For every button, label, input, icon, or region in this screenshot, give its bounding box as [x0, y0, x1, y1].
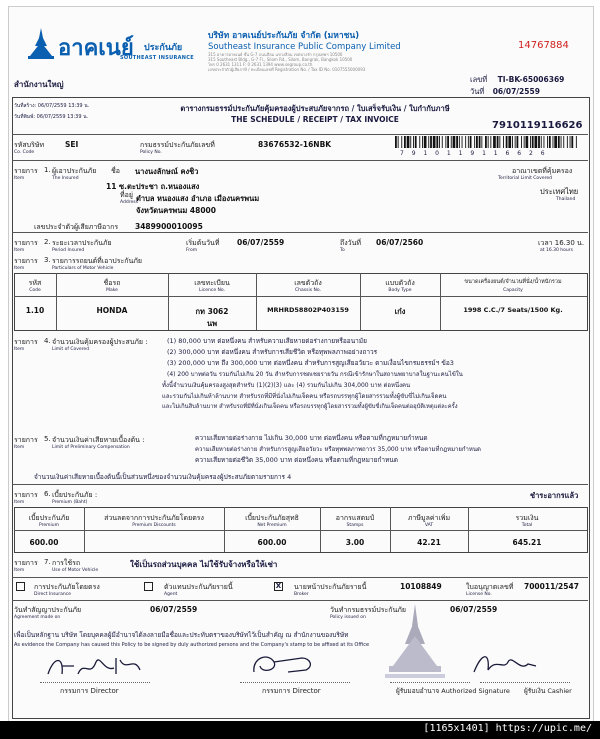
- barcode-digits: 7 9 1 0 1 1 9 1 1 6 6 2 6: [400, 150, 548, 157]
- vehicle-section-en: Particulars of Motor Vehicle: [52, 266, 114, 271]
- divider: [12, 484, 588, 485]
- issued-label-en: Policy issued on: [330, 615, 366, 620]
- authorized-label: ผู้รับมอบอำนาจ Authorized Signature: [396, 687, 510, 695]
- broker-code: 10108849: [400, 582, 442, 591]
- company-name-en: Southeast Insurance Public Company Limited: [208, 42, 401, 52]
- period-item-no: 2.: [44, 238, 51, 246]
- item-label: รายการ: [14, 239, 38, 247]
- territory-value: ประเทศไทย: [540, 187, 579, 196]
- company-info: [208, 28, 438, 72]
- from-date: 06/07/2559: [237, 238, 285, 247]
- premium-header-en: Stamps: [346, 523, 364, 528]
- issued-date: 06/07/2559: [450, 605, 498, 614]
- signature-line: [390, 682, 470, 683]
- stamp-paid-label: ชำระอากรแล้ว: [530, 491, 579, 500]
- item-label-en: Item: [14, 568, 25, 573]
- doc-date-value: 06/07/2559: [492, 87, 540, 96]
- insured-item-no: 1.: [44, 166, 51, 174]
- vehicle-header-en: Capacity: [503, 288, 523, 293]
- territory-label: อาณาเขตที่คุ้มครอง: [512, 167, 573, 175]
- limits-item-no: 4.: [44, 337, 51, 345]
- item-label-en: Item: [14, 500, 25, 505]
- vehicle-header: แบบตัวถัง: [385, 279, 415, 287]
- item-label-en: Item: [14, 176, 25, 181]
- insured-section: ผู้เอาประกันภัย: [52, 167, 97, 175]
- brand-thai-small: ประกันภัย: [144, 42, 183, 52]
- title-thai: ตารางกรมธรรม์ประกันภัยคุ้มครองผู้ประสบภัยจากรถ / ใบเสร็จรับเงิน / ใบกำกับภาษี: [180, 104, 450, 113]
- broker-label-en: Broker: [294, 592, 309, 597]
- limit-line: และไม่เกินสิบล้านบาท สำหรับรถที่มีที่นั่งเกินเจ็ดคน หรือรถบรรทุกผู้โดยสารรวมทั้งผู้ขับขี่เกินเจ็ดคนต่ออุบัติเหตุแต่ละครั้ง: [162, 404, 458, 410]
- vat-value: 42.21: [417, 538, 441, 547]
- vehicle-header: รหัส: [28, 279, 42, 287]
- address-line: 315 Southeast Bldg., G-7 Fl., Silom Rd., Silom, Bangrak, Bangkok 10500: [208, 57, 353, 62]
- stamps-value: 3.00: [345, 538, 365, 547]
- to-date: 06/07/2560: [376, 238, 424, 247]
- co-code-label: รหัสบริษัท: [14, 141, 45, 149]
- preliminary-note: จำนวนเงินค่าเสียหายเบื้องต้นนี้เป็นส่วนหนึ่งของจำนวนเงินคุ้มครองผู้ประสบภัยตามรายการ 4: [34, 473, 292, 481]
- vehicle-body: เก๋ง: [394, 307, 406, 316]
- vehicle-section: รายการรถยนต์ที่เอาประกันภัย: [52, 257, 142, 265]
- period-section: ระยะเวลาประกันภัย: [52, 239, 112, 247]
- cashier-signature-icon: [470, 650, 540, 678]
- agreement-label-en: Agreement made on: [14, 615, 61, 620]
- direct-label: การประกันภัยโดยตรง: [34, 583, 100, 591]
- preliminary-line: ความเสียหายต่อร่างกาย สำหรับการสูญเสียอวัยวะ หรือทุพพลภาพถาวร 35,000 บาท หรือตามที่กฎหมายกำหนด: [195, 446, 481, 453]
- licence-label-en: License No.: [466, 592, 492, 597]
- name-label: ชื่อ: [111, 167, 120, 175]
- policy-no-label-en: Policy No.: [140, 150, 162, 155]
- divider: [12, 577, 588, 578]
- premium-section-en: Premium (Baht): [52, 500, 88, 505]
- signature-line: [40, 682, 150, 683]
- upic-watermark-bar: [0, 721, 600, 739]
- item-label-en: Item: [14, 266, 25, 271]
- preliminary-line: ความเสียหายต่อชีวิต 35,000 บาท ต่อหนึ่งคน หรือตามที่กฎหมายกำหนด: [195, 456, 398, 464]
- limit-line: (3) 200,000 บาท ถึง 300,000 บาท ต่อหนึ่งคน สำหรับการสูญเสียอวัยวะ ตามเงื่อนไขกรมธรรม์ฯ ข้อ3: [167, 359, 454, 367]
- licence-number: 700011/2547: [524, 582, 579, 591]
- usage-section: การใช้รถ: [52, 559, 81, 567]
- issued-label: วันทำกรมธรรม์ประกันภัย: [330, 606, 406, 614]
- vehicle-header: ขนาดเครื่องยนต์/จำนวนที่นั่ง/น้ำหนักรวม: [464, 279, 562, 285]
- territory-label-en: Territorial Limit Covered: [498, 176, 552, 181]
- premium-header-en: Total: [521, 523, 533, 528]
- address-line: เลขประจำตัวผู้เสียภาษี / ทะเบียนเลขที่ Registration No. / Tax ID No. 0107555000093: [208, 67, 366, 72]
- upic-watermark[interactable]: [1165x1401] https://upic.me/: [423, 723, 592, 734]
- tax-id-value: 3489900010095: [135, 222, 203, 231]
- limit-line: (4) 200 บาทต่อวัน รวมกันไม่เกิน 20 วัน สำหรับการชดเชยรายวัน กรณีเข้ารักษาในสถานพยาบาลในฐานะคนไข้ใน: [167, 371, 463, 378]
- usage-item-no: 7.: [44, 558, 51, 566]
- total-value: 645.21: [512, 538, 542, 547]
- insured-address-2: ตำบล หนองแสง อำเภอ เมืองนครพนม: [136, 194, 260, 203]
- divider: [12, 134, 588, 135]
- item-label: รายการ: [14, 167, 38, 175]
- premium-item-no: 6.: [44, 490, 51, 498]
- evidence-thai: เพื่อเป็นหลักฐาน บริษัท โดยบุคคลผู้มีอำนาจได้ลงลายมือชื่อและประทับตราของบริษัทไว้เป็นสำคัญ ณ สำนักงานของบริษัท: [14, 631, 349, 639]
- preliminary-lines: [195, 433, 585, 466]
- premium-header: เบี้ยประกันภัยสุทธิ: [245, 514, 299, 522]
- company-name-thai: บริษัท อาคเนย์ประกันภัย จำกัด (มหาชน): [208, 31, 360, 41]
- item-label-en: Item: [14, 347, 25, 352]
- limits-section-en: Limit of Covered: [52, 347, 90, 352]
- serial-number: 14767884: [518, 40, 569, 51]
- broker-checkbox[interactable]: X: [275, 582, 282, 590]
- preliminary-line: ความเสียหายต่อร่างกาย ไม่เกิน 30,000 บาท ต่อหนึ่งคน หรือตามที่กฎหมายกำหนด: [195, 434, 428, 442]
- signature-line: [240, 682, 350, 683]
- preliminary-section-en: Limit of Preliminary Compensation: [52, 445, 130, 450]
- premium-header-en: Premium: [38, 523, 60, 528]
- insured-address-1: 11 ซ.ตะประชา ถ.หนองแสง: [106, 182, 200, 191]
- insured-section-en: The Insured: [52, 176, 79, 181]
- usage-section-en: Use of Motor Vehicle: [52, 568, 99, 573]
- premium-header-en: VAT: [424, 523, 434, 528]
- time-label: เวลา 16.30 น.: [538, 239, 585, 247]
- item-label-en: Item: [14, 445, 25, 450]
- vehicle-header-en: Body Type: [388, 288, 412, 293]
- doc-no-label: เลขที่: [470, 75, 488, 84]
- premium-header: เบี้ยประกันภัย: [28, 514, 70, 522]
- agreement-date: 06/07/2559: [150, 605, 198, 614]
- direct-label-en: Direct Insurance: [34, 592, 71, 597]
- direct-checkbox[interactable]: [16, 582, 25, 591]
- barcode-icon: [395, 136, 580, 148]
- net-premium-value: 600.00: [257, 538, 287, 547]
- brand-thai: อาคเนย์: [58, 35, 134, 60]
- item-label: รายการ: [14, 338, 38, 346]
- policy-no-label: กรมธรรม์ประกันภัยเลขที่: [140, 141, 215, 149]
- preliminary-item-no: 5.: [44, 435, 51, 443]
- preliminary-section: จำนวนเงินค่าเสียหายเบื้องต้น :: [52, 436, 145, 444]
- vehicle-chassis: MRHRD58802P403159: [267, 306, 349, 314]
- director-1-signature-icon: [44, 652, 144, 680]
- divider: [12, 160, 588, 161]
- address-line: 315 อาคารอาคเนย์ ชั้น G-7 ถนนสีลม แขวงสีลม เขตบางรัก กรุงเทพฯ 10500: [208, 52, 343, 57]
- title-en: THE SCHEDULE / RECEIPT / TAX INVOICE: [231, 115, 399, 124]
- address-label-en: Address: [120, 200, 138, 205]
- printed-stamp: วันที่พิมพ์: 06/07/2559 13:39 น.: [14, 114, 89, 120]
- limits-lines: [162, 336, 581, 413]
- from-label: เริ่มต้นวันที่: [186, 239, 220, 247]
- insured-address-3: จังหวัดนครพนม 48000: [136, 206, 216, 215]
- director-2-label: กรรมการ Director: [262, 687, 321, 695]
- policy-no-value: 83676532-16NBK: [258, 140, 332, 149]
- doc-date-label: วันที่: [470, 87, 485, 96]
- tax-id-label: เลขประจำตัวผู้เสียภาษีอากร: [34, 223, 119, 231]
- agent-checkbox[interactable]: [144, 582, 153, 591]
- limit-line: (2) 300,000 บาท ต่อหนึ่งคน สำหรับการเสียชีวิต หรือทุพพลภาพอย่างถาวร: [167, 348, 378, 356]
- vehicle-licence-province: นพ: [206, 319, 218, 328]
- address-line: โทร 0 2631 1311 F: 0 2631 1394 www.segroup.co.th: [208, 62, 313, 67]
- premium-header: อากรแสตมป์: [335, 514, 375, 522]
- insured-name: นางนงลักษณ์ คงชิว: [135, 167, 199, 176]
- item-label: รายการ: [14, 559, 38, 567]
- doc-number: [470, 74, 564, 86]
- broker-label: นายหน้าประกันภัยรายนี้: [294, 583, 367, 591]
- vehicle-item-no: 3.: [44, 256, 51, 264]
- from-label-en: From: [186, 248, 198, 253]
- evidence-en: As evidence the Company has caused this Policy to be signed by duly authorized persons and the Company's stamp to be affixed at its Office: [14, 642, 370, 648]
- signature-line: [480, 682, 570, 683]
- premium-header-en: Premium Discounts: [132, 523, 176, 528]
- limit-line: และรวมกันไม่เกินห้าล้านบาท สำหรับรถที่มีที่นั่งไม่เกินเจ็ดคน หรือรถบรรทุกผู้โดยสารรวมทั้งผู้ขับขี่ไม่เกินเจ็ดคน: [162, 393, 447, 400]
- cashier-label: ผู้รับเงิน Cashier: [524, 687, 572, 695]
- agreement-label: วันทำสัญญาประกันภัย: [14, 606, 82, 614]
- company-logo: [28, 28, 198, 68]
- item-label: รายการ: [14, 436, 38, 444]
- director-1-label: กรรมการ Director: [60, 687, 119, 695]
- usage-text: ใช้เป็นรถส่วนบุคคล ไม่ใช้รับจ้างหรือให้เช่า: [130, 560, 278, 569]
- vehicle-header-en: Code: [29, 288, 41, 293]
- created-stamp: วันที่สร้าง: 06/07/2559 13:39 น.: [14, 103, 90, 109]
- temple-seal-icon: [385, 604, 445, 684]
- co-code-value: SEI: [65, 140, 79, 149]
- co-code-label-en: Co. Code: [14, 150, 35, 155]
- vehicle-licence: กท 3062: [195, 307, 229, 316]
- vehicle-header: เลขทะเบียน: [194, 279, 230, 287]
- vehicle-make: HONDA: [96, 306, 128, 315]
- limits-section: จำนวนเงินคุ้มครองผู้ประสบภัย :: [52, 338, 148, 346]
- item-label-en: Item: [14, 248, 25, 253]
- vehicle-header: ชื่อรถ: [103, 279, 121, 287]
- premium-header-en: Net Premium: [257, 523, 287, 528]
- agent-label-en: Agent: [164, 592, 178, 597]
- premium-header-divider: [14, 530, 587, 531]
- to-label: ถึงวันที่: [340, 239, 361, 247]
- premium-value: 600.00: [29, 538, 59, 547]
- time-label-en: at 16.30 hours: [540, 248, 573, 253]
- premium-section: เบี้ยประกันภัย :: [52, 491, 98, 499]
- premium-header: ภาษีมูลค่าเพิ่ม: [407, 514, 451, 522]
- vehicle-header: เลขตัวถัง: [294, 279, 322, 287]
- divider: [12, 600, 588, 601]
- licence-label: ใบอนุญาตเลขที่: [466, 583, 514, 591]
- to-label-en: To: [340, 248, 345, 253]
- limit-line: (1) 80,000 บาท ต่อหนึ่งคน สำหรับความเสียหายต่อร่างกายหรืออนามัย: [167, 337, 367, 345]
- divider: [12, 232, 588, 233]
- office-label: สำนักงานใหญ่: [14, 80, 64, 89]
- vehicle-header-en: Licence No.: [199, 288, 225, 293]
- premium-header: รวมเงิน: [515, 514, 539, 522]
- premium-header: ส่วนลดจากการประกันภัยโดยตรง: [104, 514, 204, 522]
- brand-en: SOUTHEAST INSURANCE: [120, 55, 194, 61]
- temple-logo-icon: [28, 28, 54, 60]
- vehicle-code: 1.10: [25, 306, 45, 315]
- barcode-number: 7910119116626: [492, 120, 583, 131]
- territory-value-en: Thailand: [556, 197, 576, 202]
- vehicle-capacity: 1998 C.C./7 Seats/1500 Kg.: [463, 306, 563, 314]
- vehicle-header-divider: [14, 296, 587, 297]
- period-section-en: Period Insured: [52, 248, 85, 253]
- vehicle-header-en: Chassis No.: [295, 288, 321, 293]
- doc-no-value: TI-BK-65006369: [497, 75, 565, 84]
- item-label: รายการ: [14, 491, 38, 499]
- agent-label: ตัวแทนประกันภัยรายนี้: [164, 583, 233, 591]
- vehicle-header-en: Make: [106, 288, 118, 293]
- address-label: ที่อยู่: [120, 191, 133, 199]
- limit-line: ทั้งนี้จำนวนเงินคุ้มครองสูงสุดสำหรับ (1)(2)(3) และ (4) รวมกันไม่เกิน 304,000 บาท ต่อหนึ่งคน: [162, 382, 411, 389]
- director-2-signature-icon: [248, 648, 318, 678]
- item-label: รายการ: [14, 257, 38, 265]
